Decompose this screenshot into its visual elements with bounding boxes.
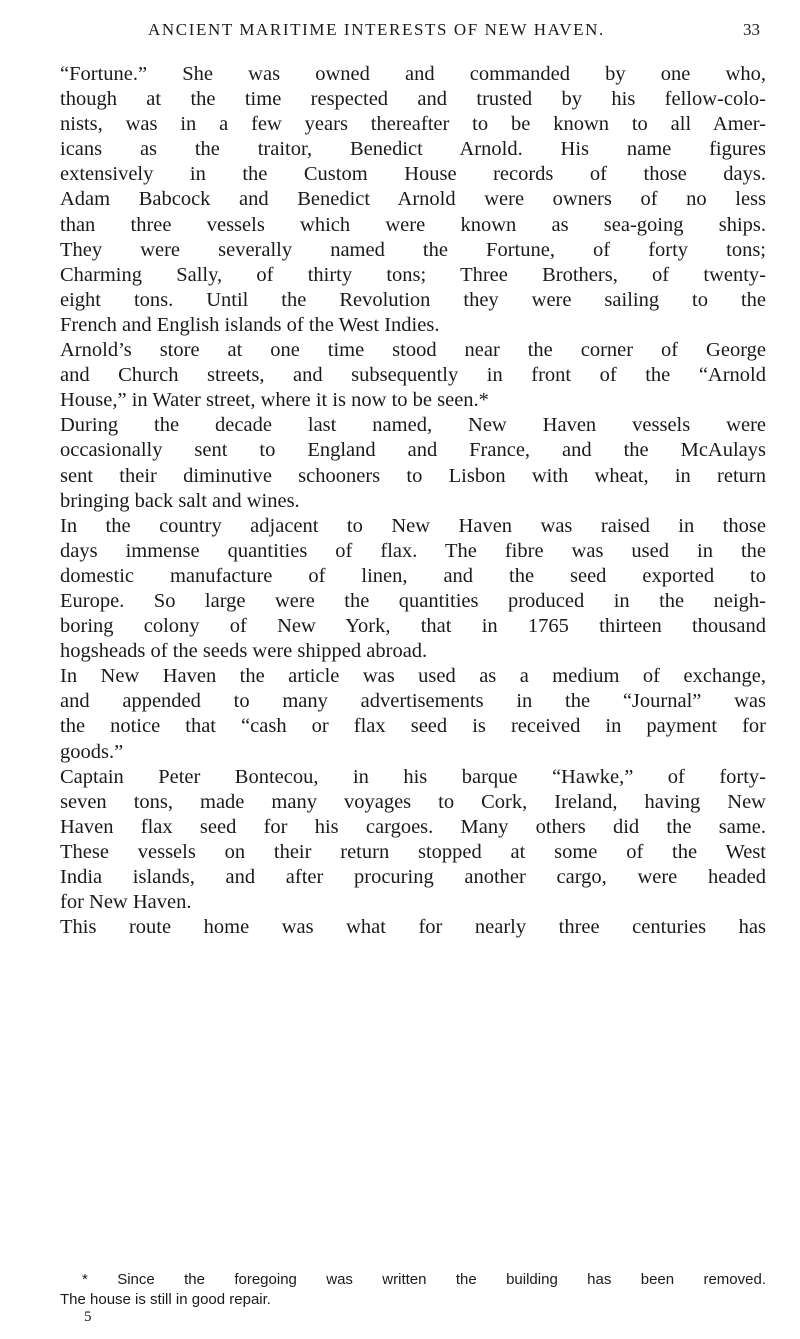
text-line: French and English islands of the West Indies. bbox=[60, 313, 440, 336]
footnote-line: The house is still in good repair. bbox=[60, 1291, 271, 1308]
text-line: Adam Babcock and Benedict Arnold were owners of no less bbox=[60, 188, 766, 211]
text-line: This route home was what for nearly three centuries has bbox=[60, 916, 766, 939]
footnote bbox=[60, 1270, 766, 1310]
text-line: extensively in the Custom House records of those days. bbox=[60, 163, 766, 186]
text-line: Arnold’s store at one time stood near the corner of George bbox=[60, 339, 766, 362]
text-line: bringing back salt and wines. bbox=[60, 489, 300, 512]
body-text bbox=[60, 62, 766, 940]
text-line: House,” in Water street, where it is now to be seen.* bbox=[60, 389, 489, 412]
text-line: icans as the traitor, Benedict Arnold. His name figures bbox=[60, 138, 766, 161]
text-line: During the decade last named, New Haven vessels were bbox=[60, 414, 766, 437]
text-line: hogsheads of the seeds were shipped abroad. bbox=[60, 640, 428, 663]
text-line: In the country adjacent to New Haven was raised in those bbox=[60, 514, 766, 537]
text-line: Charming Sally, of thirty tons; Three Brothers, of twenty- bbox=[60, 263, 766, 286]
text-line: domestic manufacture of linen, and the seed exported to bbox=[60, 564, 766, 587]
text-line: “Fortune.” She was owned and commanded by one who, bbox=[60, 63, 766, 85]
text-line: and appended to many advertisements in the “Journal” was bbox=[60, 690, 766, 713]
text-line: These vessels on their return stopped at some of the West bbox=[60, 840, 766, 863]
text-line: Europe. So large were the quantities produced in the neigh- bbox=[60, 589, 766, 612]
text-line: nists, was in a few years thereafter to be known to all Amer- bbox=[60, 113, 766, 136]
text-line: Haven flax seed for his cargoes. Many others did the same. bbox=[60, 815, 766, 838]
text-line: They were severally named the Fortune, of forty tons; bbox=[60, 238, 766, 261]
text-line: seven tons, made many voyages to Cork, Ireland, having New bbox=[60, 790, 766, 813]
text-line: In New Haven the article was used as a medium of exchange, bbox=[60, 665, 766, 688]
text-line: eight tons. Until the Revolution they were sailing to the bbox=[60, 288, 766, 311]
text-line: India islands, and after procuring another cargo, were headed bbox=[60, 866, 766, 888]
text-line: the notice that “cash or flax seed is received in payment for bbox=[60, 715, 766, 738]
text-line: sent their diminutive schooners to Lisbon with wheat, in return bbox=[60, 464, 766, 487]
footnote-line: * Since the foregoing was written the building has been removed. bbox=[82, 1271, 766, 1288]
text-line: than three vessels which were known as sea-going ships. bbox=[60, 213, 766, 236]
text-line: occasionally sent to England and France, and the McAulays bbox=[60, 439, 766, 462]
signature-mark: 5 bbox=[84, 1309, 92, 1325]
text-line: for New Haven. bbox=[60, 891, 192, 914]
running-head: ANCIENT MARITIME INTERESTS OF NEW HAVEN. bbox=[148, 20, 605, 39]
page-number: 33 bbox=[743, 20, 760, 39]
text-line: Captain Peter Bontecou, in his barque “Hawke,” of forty- bbox=[60, 765, 766, 788]
text-line: and Church streets, and subsequently in front of the “Arnold bbox=[60, 364, 766, 387]
text-line: though at the time respected and trusted by his fellow-colo- bbox=[60, 88, 766, 111]
text-line: days immense quantities of flax. The fibre was used in the bbox=[60, 539, 766, 562]
text-line: boring colony of New York, that in 1765 thirteen thousand bbox=[60, 615, 766, 638]
page-header bbox=[0, 20, 800, 50]
text-line: goods.” bbox=[60, 740, 124, 763]
